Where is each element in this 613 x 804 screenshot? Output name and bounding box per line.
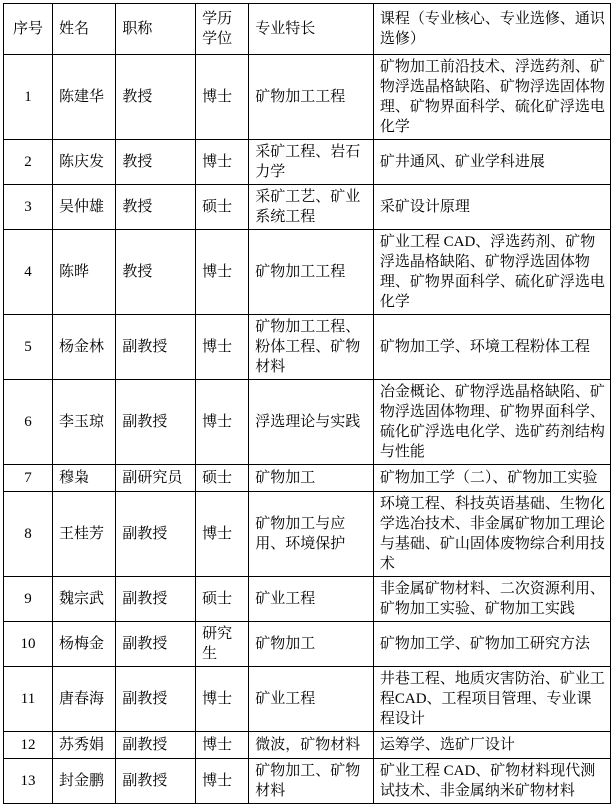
cell-no: 7 (4, 465, 53, 492)
cell-no: 3 (4, 185, 53, 230)
cell-name: 陈晔 (53, 230, 116, 315)
cell-degree: 博士 (196, 140, 249, 185)
cell-title: 副教授 (116, 732, 196, 759)
cell-name: 陈庆发 (53, 140, 116, 185)
cell-name: 陈建华 (53, 55, 116, 140)
cell-no: 9 (4, 577, 53, 622)
cell-no: 5 (4, 315, 53, 380)
cell-name: 李玉琼 (53, 380, 116, 465)
table-row (4, 185, 611, 230)
cell-specialty: 矿业工程 (249, 667, 374, 732)
cell-courses: 矿井通风、矿业学科进展 (373, 140, 610, 185)
cell-title: 教授 (116, 230, 196, 315)
column-header-courses: 课程（专业核心、专业选修、通识选修） (373, 4, 610, 55)
cell-specialty: 矿物加工工程 (249, 230, 374, 315)
cell-specialty: 微波，矿物材料 (249, 732, 374, 759)
cell-specialty: 采矿工艺、矿业系统工程 (249, 185, 374, 230)
cell-title: 教授 (116, 140, 196, 185)
cell-title: 教授 (116, 55, 196, 140)
cell-no: 8 (4, 492, 53, 577)
cell-name: 封金鹏 (53, 759, 116, 804)
cell-courses: 矿物加工前沿技术、浮选药剂、矿物浮选晶格缺陷、矿物浮选固体物理、矿物界面科学、硫化矿浮选电化学 (373, 55, 610, 140)
cell-courses: 采矿设计原理 (373, 185, 610, 230)
table-row (4, 577, 611, 622)
cell-title: 副研究员 (116, 465, 196, 492)
cell-name: 王桂芳 (53, 492, 116, 577)
cell-title: 副教授 (116, 622, 196, 667)
cell-no: 6 (4, 380, 53, 465)
table-row (4, 465, 611, 492)
cell-courses: 矿物加工学、环境工程粉体工程 (373, 315, 610, 380)
table-row (4, 140, 611, 185)
cell-degree: 博士 (196, 230, 249, 315)
cell-degree: 研究生 (196, 622, 249, 667)
cell-specialty: 矿物加工 (249, 465, 374, 492)
table-row (4, 759, 611, 804)
cell-specialty: 矿物加工与应用、环境保护 (249, 492, 374, 577)
cell-courses: 非金属矿物材料、二次资源利用、矿物加工实验、矿物加工实践 (373, 577, 610, 622)
cell-specialty: 矿物加工工程、粉体工程、矿物材料 (249, 315, 374, 380)
cell-specialty: 浮选理论与实践 (249, 380, 374, 465)
cell-specialty: 矿物加工 (249, 622, 374, 667)
cell-no: 2 (4, 140, 53, 185)
cell-degree: 硕士 (196, 577, 249, 622)
cell-no: 4 (4, 230, 53, 315)
cell-no: 10 (4, 622, 53, 667)
cell-title: 副教授 (116, 577, 196, 622)
header-row (4, 4, 611, 55)
cell-name: 魏宗武 (53, 577, 116, 622)
table-row (4, 622, 611, 667)
faculty-course-table (3, 3, 611, 804)
cell-degree: 硕士 (196, 185, 249, 230)
cell-specialty: 矿物加工、矿物材料 (249, 759, 374, 804)
column-header-title: 职称 (116, 4, 196, 55)
cell-specialty: 矿业工程 (249, 577, 374, 622)
cell-title: 副教授 (116, 667, 196, 732)
cell-degree: 博士 (196, 492, 249, 577)
cell-name: 杨梅金 (53, 622, 116, 667)
table-row (4, 667, 611, 732)
cell-title: 副教授 (116, 380, 196, 465)
cell-degree: 博士 (196, 380, 249, 465)
column-header-name: 姓名 (53, 4, 116, 55)
cell-title: 副教授 (116, 759, 196, 804)
cell-no: 1 (4, 55, 53, 140)
table-row (4, 230, 611, 315)
column-header-specialty: 专业特长 (249, 4, 374, 55)
table-row (4, 492, 611, 577)
cell-courses: 冶金概论、矿物浮选晶格缺陷、矿物浮选固体物理、矿物界面科学、硫化矿浮选电化学、选矿药剂结构与性能 (373, 380, 610, 465)
cell-no: 11 (4, 667, 53, 732)
cell-title: 教授 (116, 185, 196, 230)
cell-courses: 井巷工程、地质灾害防治、矿业工程CAD、工程项目管理、专业课程设计 (373, 667, 610, 732)
cell-courses: 环境工程、科技英语基础、生物化学选冶技术、非金属矿物加工理论与基础、矿山固体废物综合利用技术 (373, 492, 610, 577)
cell-degree: 硕士 (196, 465, 249, 492)
table-row (4, 380, 611, 465)
table-row (4, 732, 611, 759)
cell-name: 杨金林 (53, 315, 116, 380)
column-header-no: 序号 (4, 4, 53, 55)
cell-degree: 博士 (196, 315, 249, 380)
cell-name: 唐春海 (53, 667, 116, 732)
table-row (4, 315, 611, 380)
cell-name: 吴仲雄 (53, 185, 116, 230)
cell-specialty: 矿物加工工程 (249, 55, 374, 140)
cell-degree: 博士 (196, 759, 249, 804)
column-header-degree: 学历学位 (196, 4, 249, 55)
cell-title: 副教授 (116, 315, 196, 380)
cell-name: 苏秀娟 (53, 732, 116, 759)
cell-courses: 矿物加工学、矿物加工研究方法 (373, 622, 610, 667)
cell-degree: 博士 (196, 732, 249, 759)
cell-title: 副教授 (116, 492, 196, 577)
cell-degree: 博士 (196, 55, 249, 140)
cell-name: 穆枭 (53, 465, 116, 492)
cell-degree: 博士 (196, 667, 249, 732)
cell-no: 12 (4, 732, 53, 759)
cell-courses: 矿业工程 CAD、浮选药剂、矿物浮选晶格缺陷、矿物浮选固体物理、矿物界面科学、硫化矿浮选电化学 (373, 230, 610, 315)
cell-courses: 矿业工程 CAD、矿物材料现代测试技术、非金属纳米矿物材料 (373, 759, 610, 804)
cell-courses: 矿物加工学（二）、矿物加工实验 (373, 465, 610, 492)
cell-courses: 运筹学、选矿厂设计 (373, 732, 610, 759)
table-row (4, 55, 611, 140)
table-body (4, 55, 611, 804)
cell-no: 13 (4, 759, 53, 804)
cell-specialty: 采矿工程、岩石力学 (249, 140, 374, 185)
